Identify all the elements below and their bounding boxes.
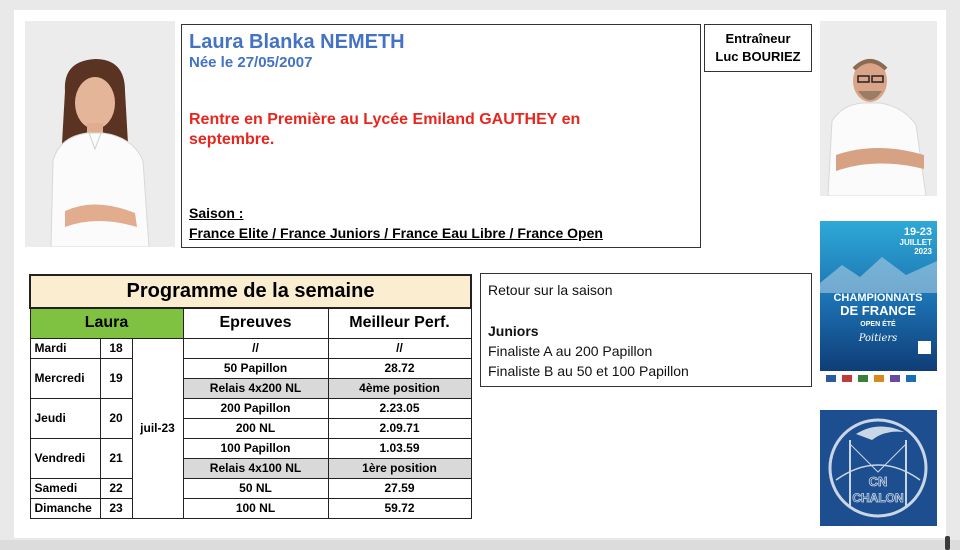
coach-name: Luc BOURIEZ xyxy=(715,49,801,64)
day-cell: Mardi xyxy=(30,338,100,358)
header-best: Meilleur Perf. xyxy=(328,308,471,338)
table-row xyxy=(30,478,471,498)
perf-cell: 2.23.05 xyxy=(328,398,471,418)
table-row xyxy=(30,358,471,378)
season-review-section: Juniors xyxy=(488,323,539,339)
season-competitions: France Elite / France Juniors / France Eau Libre / France Open xyxy=(189,225,603,241)
day-cell: Jeudi xyxy=(30,398,100,438)
championship-poster xyxy=(820,221,937,387)
perf-cell: 1ère position xyxy=(328,458,471,478)
event-cell: 100 NL xyxy=(183,498,328,518)
club-logo-text-chalon: CHALON xyxy=(852,491,904,505)
programme-table xyxy=(29,274,472,519)
event-cell: 200 NL xyxy=(183,418,328,438)
perf-cell: 27.59 xyxy=(328,478,471,498)
table-row xyxy=(30,338,471,358)
perf-cell: 4ème position xyxy=(328,378,471,398)
day-cell: Dimanche xyxy=(30,498,100,518)
season-review-box xyxy=(480,273,812,387)
event-cell: // xyxy=(183,338,328,358)
event-cell: 50 Papillon xyxy=(183,358,328,378)
date-cell: 21 xyxy=(100,438,132,478)
header-athlete: Laura xyxy=(30,308,183,338)
athlete-info-box xyxy=(181,24,701,248)
poster-month: JUILLET xyxy=(899,238,932,247)
month-cell: juil-23 xyxy=(132,338,183,518)
date-cell: 18 xyxy=(100,338,132,358)
perf-cell: 28.72 xyxy=(328,358,471,378)
perf-cell: 1.03.59 xyxy=(328,438,471,458)
poster-subtitle: OPEN ÉTÉ xyxy=(860,321,896,328)
club-logo xyxy=(820,410,937,526)
date-cell: 22 xyxy=(100,478,132,498)
coach-photo-figure xyxy=(820,21,937,196)
perf-cell: 2.09.71 xyxy=(328,418,471,438)
club-logo-text-cn: CN xyxy=(868,474,888,489)
date-cell: 20 xyxy=(100,398,132,438)
season-review-line: Finaliste A au 200 Papillon xyxy=(488,343,653,359)
event-cell: Relais 4x100 NL xyxy=(183,458,328,478)
date-cell: 23 xyxy=(100,498,132,518)
perf-cell: 59.72 xyxy=(328,498,471,518)
event-cell: Relais 4x200 NL xyxy=(183,378,328,398)
day-cell: Mercredi xyxy=(30,358,100,398)
poster-title-line2: DE FRANCE xyxy=(840,303,916,318)
programme-header-row xyxy=(30,308,471,338)
athlete-birth-date: Née le 27/05/2007 xyxy=(189,54,313,71)
athlete-name: Laura Blanka NEMETH xyxy=(189,31,405,53)
poster-city: Poitiers xyxy=(858,333,898,344)
day-cell: Vendredi xyxy=(30,438,100,478)
season-review-title: Retour sur la saison xyxy=(488,282,613,298)
season-review-line: Finaliste B au 50 et 100 Papillon xyxy=(488,363,689,379)
bottom-strip xyxy=(0,540,960,550)
athlete-photo xyxy=(25,21,175,247)
day-cell: Samedi xyxy=(30,478,100,498)
school-note: Rentre en Première au Lycée Emiland GAUTHEY en septembre. xyxy=(189,111,581,148)
club-logo-graphic xyxy=(820,410,937,526)
header-events: Epreuves xyxy=(183,308,328,338)
event-cell: 100 Papillon xyxy=(183,438,328,458)
table-row xyxy=(30,498,471,518)
table-row xyxy=(30,438,471,458)
poster-title-line1: CHAMPIONNATS xyxy=(833,292,923,304)
event-cell: 50 NL xyxy=(183,478,328,498)
season-label: Saison : xyxy=(189,205,244,221)
table-row xyxy=(30,398,471,418)
programme-title-row xyxy=(30,275,471,308)
poster-dates: 19-23 xyxy=(903,226,932,238)
perf-cell: // xyxy=(328,338,471,358)
poster-year: 2023 xyxy=(914,247,932,256)
programme-title: Programme de la semaine xyxy=(30,275,471,308)
coach-box xyxy=(704,24,812,72)
athlete-photo-figure xyxy=(25,21,175,247)
event-cell: 200 Papillon xyxy=(183,398,328,418)
poster-graphic xyxy=(820,221,937,387)
coach-title: Entraîneur xyxy=(725,31,791,46)
coach-photo xyxy=(820,21,937,196)
date-cell: 19 xyxy=(100,358,132,398)
spacer xyxy=(488,300,804,321)
scroll-handle[interactable] xyxy=(945,536,950,550)
